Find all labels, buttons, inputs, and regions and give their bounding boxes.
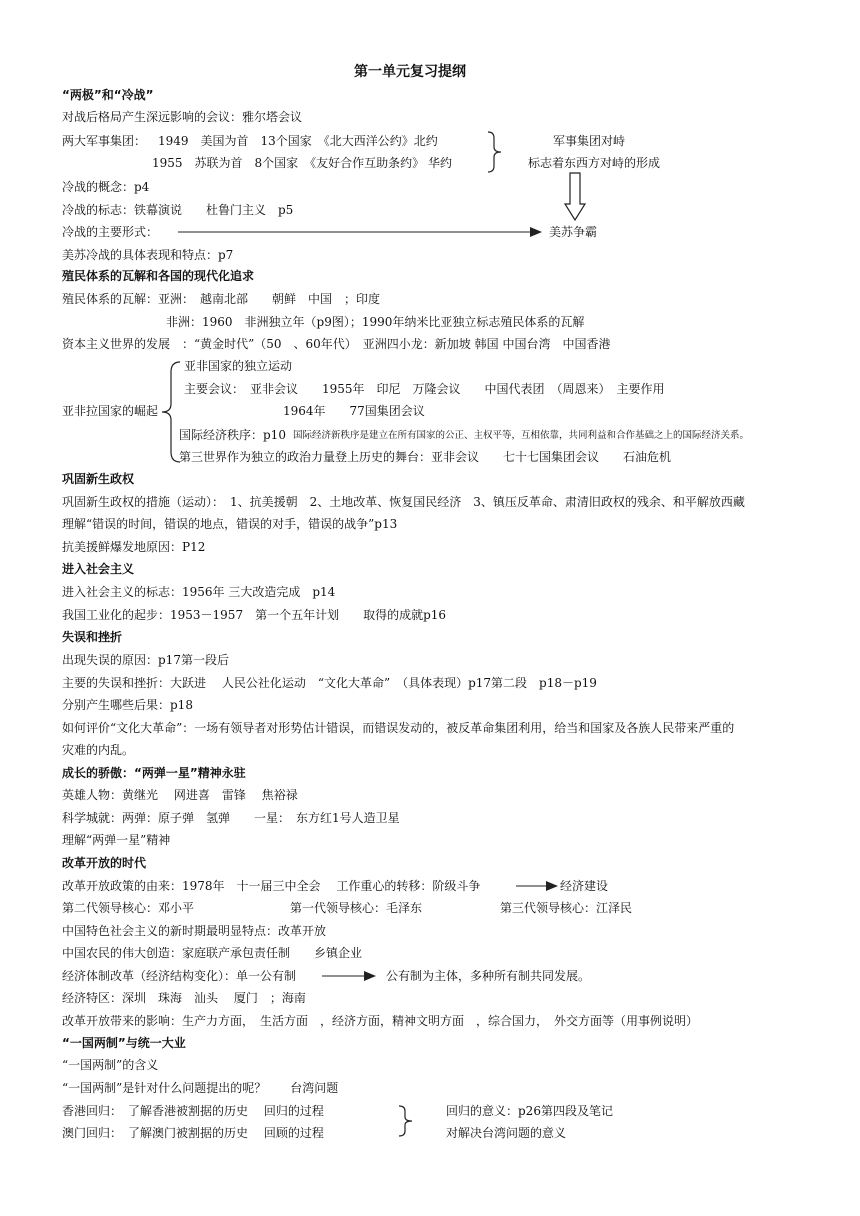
text-line: 亚非国家的独立运动	[184, 359, 293, 373]
text-line: 英雄人物：黄继光 网进喜 雷锋 焦裕禄	[62, 788, 298, 802]
text-line: 第二代领导核心：邓小平	[62, 901, 195, 915]
text-line: 改革开放政策的由来：1978年 十一届三中全会 工作重心的转移：阶级斗争	[62, 879, 481, 893]
section-heading-6: 成长的骄傲：“两弹一星”精神永驻	[62, 766, 246, 780]
section-heading-8: “一国两制”与统一大业	[62, 1036, 186, 1050]
section-heading-7: 改革开放的时代	[62, 856, 147, 870]
text-line: “一国两制”是针对什么问题提出的呢？ 台湾问题	[62, 1081, 339, 1095]
section-heading-5: 失误和挫折	[62, 630, 123, 644]
text-line: 主要的失误和挫折：大跃进 人民公社化运动 “文化大革命” （具体表现）p17第二段 p18－p19	[62, 676, 597, 690]
text-line: 殖民体系的瓦解：亚洲： 越南北部 朝鲜 中国 ；印度	[62, 292, 381, 306]
text-line: 冷战的标志：铁幕演说 杜鲁门主义 p5	[62, 203, 294, 217]
text-line: 我国工业化的起步：1953－1957 第一个五年计划 取得的成就p16	[62, 608, 447, 622]
text-line: 中国农民的伟大创造：家庭联产承包责任制 乡镇企业	[62, 946, 363, 960]
text-line: 回归的意义：p26第四段及笔记	[446, 1104, 613, 1118]
text-line: 冷战的主要形式：	[62, 225, 159, 239]
text-line: 对解决台湾问题的意义	[446, 1126, 567, 1140]
brace-icon	[396, 1104, 418, 1138]
section-heading-4: 进入社会主义	[62, 562, 135, 576]
text-line: 美苏冷战的具体表现和特点：p7	[62, 248, 234, 262]
section-heading-1: “两极”和“冷战”	[62, 88, 154, 102]
text-line: 1964年 77国集团会议	[283, 404, 425, 418]
text-line: 国际经济秩序：p10	[179, 428, 286, 442]
text-line: 冷战的概念：p4	[62, 180, 150, 194]
text-line: 理解“错误的时间，错误的地点，错误的对手，错误的战争”p13	[62, 517, 398, 531]
text-line: 标志着东西方对峙的形成	[528, 156, 661, 170]
text-line: 香港回归： 了解香港被割据的历史 回归的过程	[62, 1104, 324, 1118]
text-line: “一国两制”的含义	[62, 1058, 159, 1072]
text-line: 军事集团对峙	[553, 134, 626, 148]
down-arrow-icon	[564, 172, 586, 222]
text-line: 资本主义世界的发展 ：“黄金时代”（50 、60年代） 亚洲四小龙：新加坡 韩国 中国台湾 中国香港	[62, 337, 611, 351]
text-line: 出现失误的原因：p17第一段后	[62, 653, 229, 667]
text-line: 改革开放带来的影响：生产力方面， 生活方面 ，经济方面，精神文明方面 ，综合国力， 外交方面等（用事例说明）	[62, 1014, 699, 1028]
text-line: 经济建设	[560, 879, 609, 893]
text-line: 抗美援鲜爆发地原因：P12	[62, 540, 206, 554]
text-line: 第三世界作为独立的政治力量登上历史的舞台：亚非会议 七十七国集团会议 石油危机	[179, 450, 672, 464]
section-heading-3: 巩固新生政权	[62, 472, 135, 486]
text-line: 非洲：1960 非洲独立年（p9图）；1990年纳米比亚独立标志殖民体系的瓦解	[166, 315, 585, 329]
text-label: 亚非拉国家的崛起	[62, 404, 159, 418]
text-line: 美苏争霸	[549, 225, 598, 239]
text-line: 公有制为主体，多种所有制共同发展。	[386, 969, 591, 983]
text-label: 两大军事集团：	[62, 134, 147, 148]
page-title: 第一单元复习提纲	[354, 64, 466, 80]
text-line: 巩固新生政权的措施（运动）： 1、抗美援朝 2、土地改革、恢复国民经济 3、镇压反革命、肃清旧政权的残余、和平解放西藏	[62, 495, 745, 509]
text-line: 主要会议： 亚非会议 1955年 印尼 万隆会议 中国代表团 （周恩来） 主要作用	[184, 382, 665, 396]
text-line: 经济体制改革（经济结构变化）：单一公有制	[62, 969, 297, 983]
right-arrow-icon	[178, 226, 544, 238]
text-line: 中国特色社会主义的新时期最明显特点：改革开放	[62, 924, 327, 938]
section-heading-2: 殖民体系的瓦解和各国的现代化追求	[62, 269, 255, 283]
text-line: 如何评价“文化大革命”：一场有领导者对形势估计错误，而错误发动的，被反革命集团利用，给当和国家及各族人民带来严重的	[62, 721, 735, 735]
text-line: 进入社会主义的标志：1956年 三大改造完成 p14	[62, 585, 336, 599]
text-line: 第一代领导核心：毛泽东	[290, 901, 423, 915]
text-line-small: 国际经济新秩序是建立在所有国家的公正、主权平等，互相依靠，共同利益和合作基础之上的国际经济关系。	[293, 430, 750, 441]
text-line: 澳门回归： 了解澳门被割据的历史 回顾的过程	[62, 1126, 324, 1140]
text-line: 经济特区：深圳 珠海 汕头 厦门 ；海南	[62, 991, 306, 1005]
text-line: 第三代领导核心：江泽民	[500, 901, 633, 915]
text-line: 理解“两弹一星”精神	[62, 833, 171, 847]
text-line: 1949 美国为首 13个国家 《北大西洋公约》北约	[158, 134, 438, 148]
text-line: 科学城就：两弹：原子弹 氢弹 一星： 东方红1号人造卫星	[62, 811, 400, 825]
text-line: 1955 苏联为首 8个国家 《友好合作互助条约》 华约	[152, 156, 452, 170]
text-line: 分别产生哪些后果：p18	[62, 698, 193, 712]
right-arrow-icon	[516, 880, 560, 892]
brace-icon	[484, 130, 508, 174]
text-line: 对战后格局产生深远影响的会议：雅尔塔会议	[62, 110, 303, 124]
right-arrow-icon	[322, 970, 378, 982]
text-line: 灾难的内乱。	[62, 743, 135, 757]
